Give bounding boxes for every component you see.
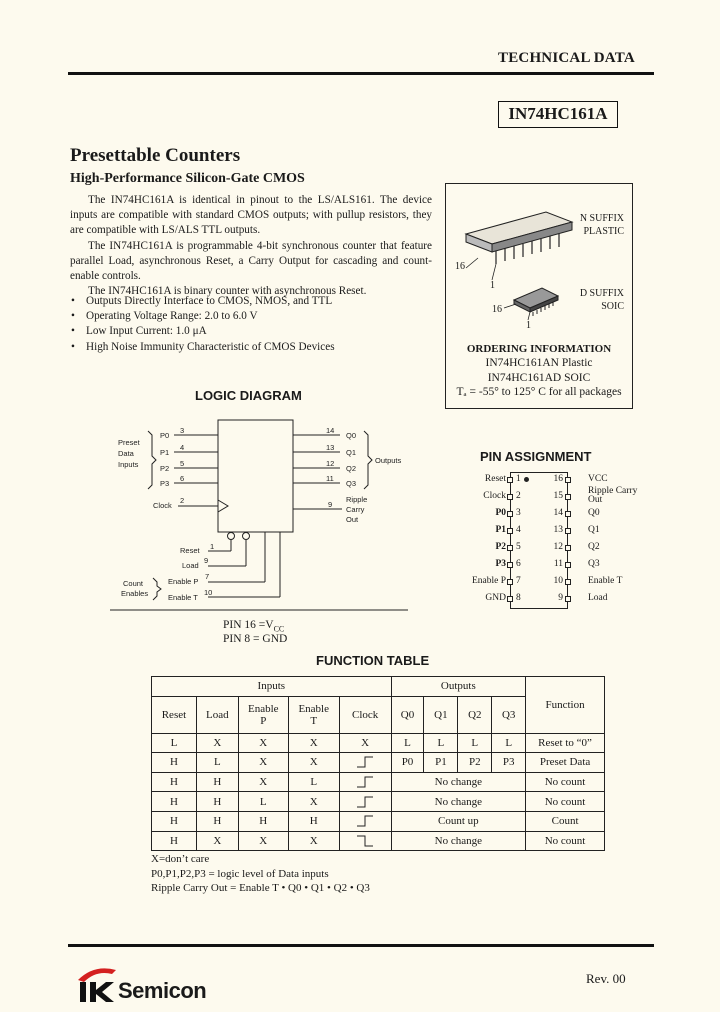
outputs-label: Outputs [375, 456, 402, 465]
n-suffix-type: PLASTIC [583, 226, 624, 237]
load-pin: 9 [204, 556, 209, 565]
pin-marker [565, 511, 571, 517]
table-cell: H [152, 811, 197, 831]
output-pin: 12 [326, 459, 335, 468]
enable-p-pin: 7 [205, 572, 210, 581]
table-row [152, 753, 605, 773]
pin-name-left: P1 [495, 525, 506, 535]
ripple-pin: 9 [328, 500, 333, 509]
table-cell: Count up [391, 811, 526, 831]
table-cell: X [238, 753, 288, 773]
pin-number-left: 7 [516, 576, 521, 586]
rising-edge-icon [339, 792, 391, 812]
load-label: Load [182, 561, 199, 570]
enable-p-label: Enable P [168, 577, 199, 586]
pin-marker [507, 511, 513, 517]
header-title: TECHNICAL DATA [498, 50, 635, 66]
pin-marker [565, 545, 571, 551]
pin-name-left: Enable P [471, 576, 506, 586]
table-cell: X [238, 831, 288, 851]
enable-t-pin: 10 [204, 588, 213, 597]
output-pin: 14 [326, 426, 335, 435]
table-notes [151, 852, 370, 896]
pin-marker [507, 545, 513, 551]
column-header: Q3 [492, 696, 526, 733]
falling-edge-icon [339, 831, 391, 851]
input-label: P3 [160, 479, 170, 488]
table-row [152, 811, 605, 831]
note-line: X=don’t care [151, 853, 210, 865]
dip-pin1-label: 1 [490, 280, 495, 291]
table-cell: L [492, 733, 526, 753]
column-header: Enable T [288, 696, 339, 733]
description-paragraph: The IN74HC161A is identical in pinout to the LS/ALS161. The device inputs are compatible with standard CMOS outputs; with pullup resistors, they are compatible with LS/ALS TTL outputs. [70, 194, 432, 237]
column-header: Load [196, 696, 238, 733]
pin-name-left: Clock [483, 491, 506, 501]
function-header: Function [526, 677, 605, 734]
feature-item: • High Noise Immunity Characteristic of CMOS Devices [70, 340, 440, 355]
pin-name-right: VCC [588, 474, 608, 484]
reset-label: Reset [180, 546, 200, 555]
pin-number-right: 14 [553, 508, 563, 518]
table-cell: No count [526, 831, 605, 851]
table-row [152, 831, 605, 851]
dip-package-icon [466, 212, 572, 280]
pin-number-left: 8 [516, 593, 521, 603]
d-suffix-type: SOIC [601, 301, 624, 312]
pin-number-right: 16 [553, 474, 563, 484]
preset-label: Preset [118, 438, 140, 447]
enable-t-label: Enable T [168, 593, 198, 602]
pin-number-right: 15 [553, 491, 563, 501]
footer-rule [68, 944, 654, 947]
pin-number-right: 11 [553, 559, 563, 569]
pin-assignment [450, 472, 640, 612]
pin-marker [565, 562, 571, 568]
pin-name-left: P0 [495, 508, 506, 518]
table-cell: No change [391, 831, 526, 851]
d-suffix-label [580, 287, 624, 313]
page-title: Presettable Counters [70, 145, 241, 166]
table-cell: H [152, 831, 197, 851]
input-label: P1 [160, 448, 170, 457]
table-cell: L [288, 772, 339, 792]
note-line: Ripple Carry Out = Enable T • Q0 • Q1 • Q2 • Q3 [151, 882, 370, 894]
preset-label: Data [118, 449, 134, 458]
preset-label: Inputs [118, 460, 139, 469]
pin-number-left: 1 [516, 474, 521, 484]
table-cell: X [339, 733, 391, 753]
pin-marker [507, 528, 513, 534]
input-label: P0 [160, 431, 170, 440]
pin-name-right: Q0 [588, 508, 600, 518]
column-header: Clock [339, 696, 391, 733]
column-header: Q2 [458, 696, 492, 733]
table-cell: X [288, 831, 339, 851]
output-label: Q1 [346, 448, 357, 457]
table-cell: P0 [391, 753, 424, 773]
table-cell: Count [526, 811, 605, 831]
soic-pin16-label: 16 [492, 304, 502, 315]
output-label: Q3 [346, 479, 357, 488]
table-cell: L [152, 733, 197, 753]
ordering-line: Tₐ = -55° to 125° C for all packages [456, 386, 622, 398]
table-cell: L [196, 753, 238, 773]
outputs-group-header: Outputs [391, 677, 526, 697]
pin-number-right: 13 [553, 525, 563, 535]
description-paragraph: The IN74HC161A is binary counter with asynchronous Reset. [88, 285, 367, 298]
pin16-note-text: PIN 16 =V [223, 619, 274, 631]
pin-marker [565, 477, 571, 483]
pin-marker [507, 477, 513, 483]
ordering-line: IN74HC161AN Plastic [485, 357, 593, 369]
output-pin: 13 [326, 443, 335, 452]
output-pin: 11 [326, 474, 334, 483]
pin1-dot-icon [524, 477, 529, 482]
pin-marker [565, 579, 571, 585]
ripple-label: Ripple [346, 495, 368, 504]
dip-pin16-label: 16 [455, 261, 465, 272]
table-cell: No change [391, 792, 526, 812]
table-cell: No count [526, 772, 605, 792]
logic-diagram-title: LOGIC DIAGRAM [195, 388, 302, 403]
rising-edge-icon [339, 811, 391, 831]
pin-marker [507, 562, 513, 568]
pin-marker [507, 494, 513, 500]
table-cell: X [288, 733, 339, 753]
count-enables-label: Count [123, 579, 144, 588]
function-table-title: FUNCTION TABLE [316, 653, 430, 668]
pin-name-right: Q1 [588, 525, 600, 535]
pin-number-left: 5 [516, 542, 521, 552]
revision: Rev. 00 [586, 971, 626, 986]
input-pin: 4 [180, 443, 185, 452]
pin16-note-sub: CC [273, 624, 285, 634]
output-label: Q2 [346, 464, 357, 473]
logo-text: Semicon [118, 978, 207, 1003]
input-pin: 3 [180, 426, 185, 435]
table-cell: P2 [458, 753, 492, 773]
table-cell: L [458, 733, 492, 753]
table-cell: No change [391, 772, 526, 792]
pin-name-left: P2 [495, 542, 506, 552]
table-cell: L [391, 733, 424, 753]
pin-name-right: Q3 [588, 559, 600, 569]
table-cell: H [152, 753, 197, 773]
table-row [152, 733, 605, 753]
pin-number-right: 10 [553, 576, 563, 586]
description-paragraph: The IN74HC161A is programmable 4-bit synchronous counter that feature parallel Load, asynchronous Reset, a Carry Output for cascading and count-enable controls. [70, 239, 432, 283]
table-cell: H [196, 811, 238, 831]
pin-marker [565, 528, 571, 534]
input-pin: 6 [180, 474, 185, 483]
part-number: IN74HC161A [498, 101, 618, 128]
ripple-label: Out [346, 515, 359, 524]
ordering-line: IN74HC161AD SOIC [487, 372, 591, 384]
inputs-group-header: Inputs [152, 677, 392, 697]
table-row [152, 792, 605, 812]
clock-pin: 2 [180, 496, 185, 505]
reset-pin: 1 [210, 542, 215, 551]
table-cell: No count [526, 792, 605, 812]
logic-diagram [110, 408, 420, 613]
feature-item: • Operating Voltage Range: 2.0 to 6.0 V [70, 309, 440, 324]
table-cell: L [238, 792, 288, 812]
pin-number-left: 6 [516, 559, 521, 569]
table-cell: X [196, 831, 238, 851]
pin-name-right: Q2 [588, 542, 600, 552]
feature-item: • Low Input Current: 1.0 μA [70, 324, 440, 339]
table-cell: H [196, 772, 238, 792]
soic-package-icon [504, 288, 558, 320]
pin-number-left: 4 [516, 525, 521, 535]
counter-block [218, 420, 293, 532]
pin-marker [565, 596, 571, 602]
table-cell: H [152, 792, 197, 812]
pin-marker [507, 579, 513, 585]
function-table [151, 676, 605, 851]
package-drawings [446, 184, 634, 344]
ordering-title: ORDERING INFORMATION [466, 343, 612, 355]
table-cell: X [288, 792, 339, 812]
pin-name-right: Load [588, 593, 608, 603]
pin-assignment-title: PIN ASSIGNMENT [480, 449, 592, 464]
clock-label: Clock [153, 501, 172, 510]
table-cell: X [196, 733, 238, 753]
soic-pin1-label: 1 [526, 320, 531, 331]
pin-marker [507, 596, 513, 602]
input-label: P2 [160, 464, 170, 473]
column-header: Reset [152, 696, 197, 733]
pin-number-left: 2 [516, 491, 521, 501]
header-rule [68, 72, 654, 75]
table-cell: P3 [492, 753, 526, 773]
pin-number-right: 12 [553, 542, 563, 552]
table-cell: H [152, 772, 197, 792]
table-cell: H [196, 792, 238, 812]
page-subtitle: High-Performance Silicon-Gate CMOS [70, 171, 305, 186]
table-cell: H [288, 811, 339, 831]
table-cell: Preset Data [526, 753, 605, 773]
pin-marker [565, 494, 571, 500]
table-row [152, 772, 605, 792]
note-line: P0,P1,P2,P3 = logic level of Data inputs [151, 867, 329, 880]
d-suffix-name: D SUFFIX [579, 288, 624, 299]
feature-item: • Outputs Directly Interface to CMOS, NMOS, and TTL [70, 294, 440, 309]
pin-name-right: Enable T [588, 576, 623, 586]
table-cell: L [424, 733, 458, 753]
rising-edge-icon [339, 753, 391, 773]
table-cell: X [238, 733, 288, 753]
pin-name-left: GND [485, 593, 506, 603]
description [70, 193, 432, 299]
n-suffix-label [580, 212, 624, 238]
company-logo [74, 962, 264, 1006]
pin-number-left: 3 [516, 508, 521, 518]
count-enables-label: Enables [121, 589, 149, 598]
input-pin: 5 [180, 459, 185, 468]
pin-number-right: 9 [558, 593, 563, 603]
features-list [70, 294, 440, 355]
pin16-note [223, 619, 284, 633]
table-cell: P1 [424, 753, 458, 773]
n-suffix-name: N SUFFIX [579, 213, 624, 224]
table-cell: Reset to “0” [526, 733, 605, 753]
pin8-note: PIN 8 = GND [223, 633, 288, 645]
column-header: Q0 [391, 696, 424, 733]
table-cell: X [288, 753, 339, 773]
table-cell: H [238, 811, 288, 831]
rising-edge-icon [339, 772, 391, 792]
pin-name-right: Ripple Carry Out [588, 486, 638, 505]
pin-name-left: P3 [495, 559, 506, 569]
column-header: Q1 [424, 696, 458, 733]
column-header: Enable P [238, 696, 288, 733]
table-cell: X [238, 772, 288, 792]
ripple-label: Carry [346, 505, 365, 514]
output-label: Q0 [346, 431, 357, 440]
pin-name-left: Reset [484, 474, 506, 484]
